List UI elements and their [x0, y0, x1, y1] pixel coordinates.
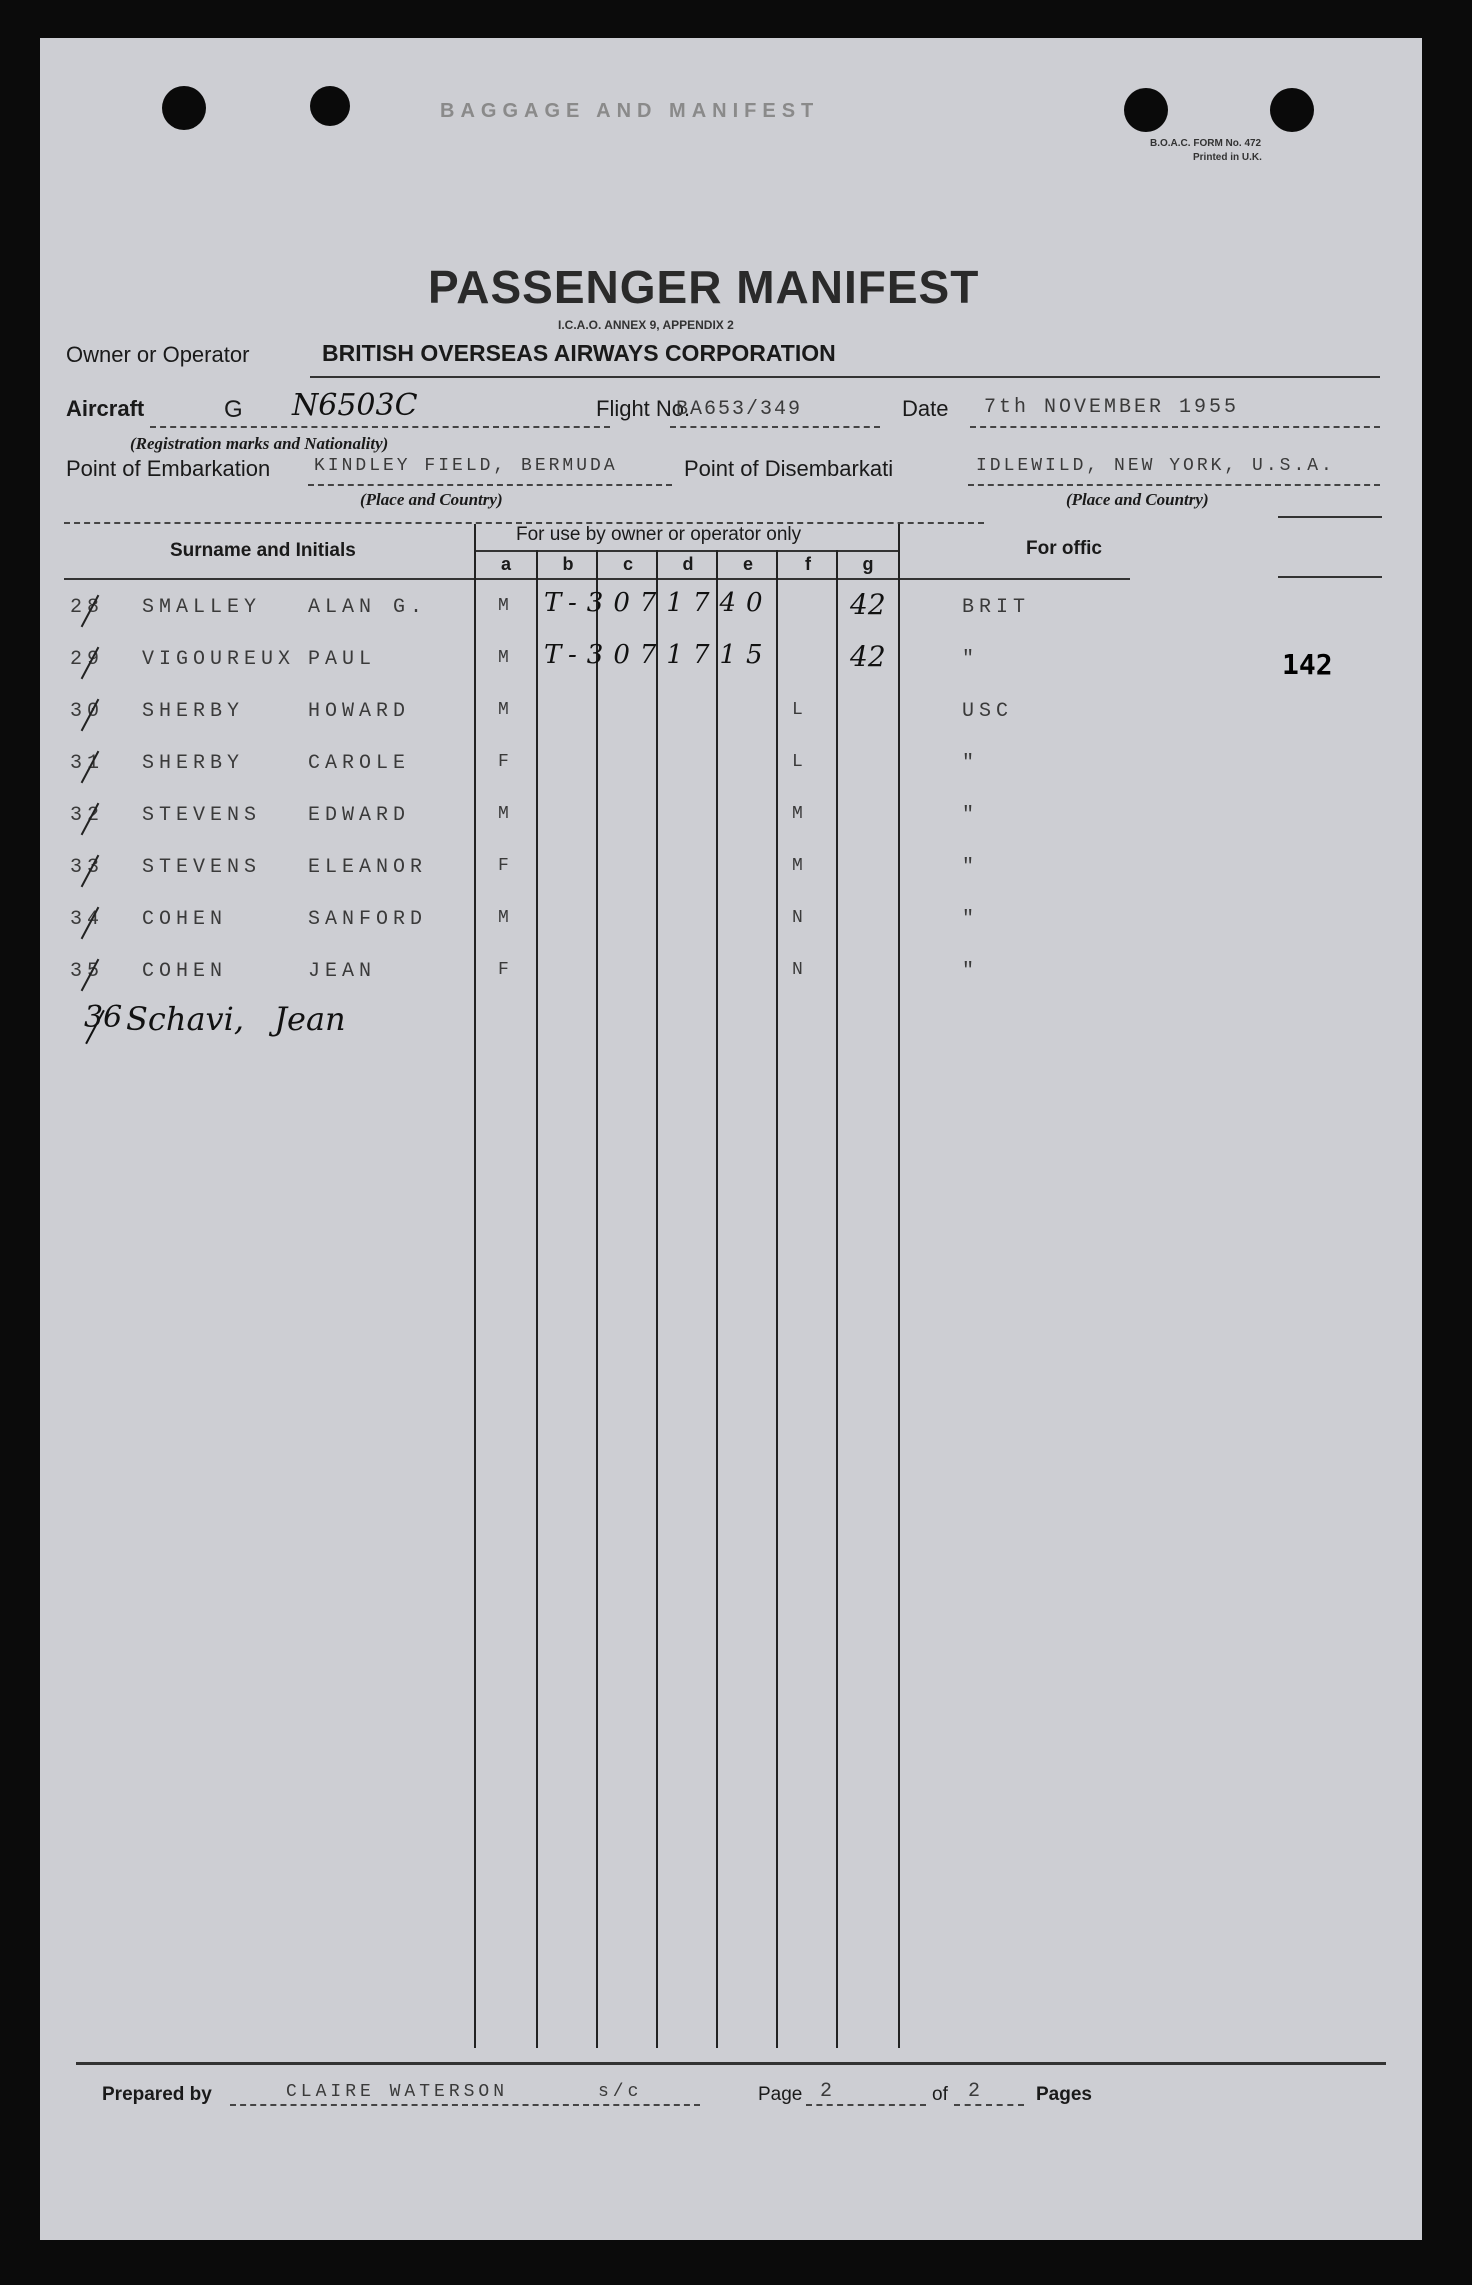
- aircraft-label: Aircraft: [66, 396, 145, 421]
- column-header-b: b: [562, 554, 574, 574]
- passenger-weight: 42: [850, 640, 886, 673]
- table-top-rule-right: [1278, 516, 1382, 518]
- row-number: 30: [70, 700, 105, 723]
- aircraft-underline: [150, 426, 610, 428]
- row-number: 29: [70, 648, 105, 671]
- disembarkation-value: IDLEWILD, NEW YORK, U.S.A.: [976, 456, 1335, 476]
- date-underline: [970, 426, 1380, 428]
- passenger-given-name: CAROLE: [308, 752, 411, 775]
- table-header-rule-right: [1278, 576, 1382, 578]
- row-number: 28: [70, 596, 105, 619]
- of-underline: [954, 2104, 1024, 2106]
- passenger-weight: 42: [850, 588, 886, 621]
- row-number: 32: [70, 804, 105, 827]
- passenger-surname: STEVENS: [142, 856, 262, 879]
- pages-label: Pages: [1036, 2084, 1092, 2105]
- table-row: [40, 638, 1422, 678]
- table-row: [40, 586, 1422, 626]
- prepared-underline: [230, 2104, 700, 2106]
- passenger-given-name: PAUL: [308, 648, 377, 671]
- of-label: of: [932, 2084, 948, 2105]
- aircraft-registration: N6503C: [292, 388, 418, 423]
- table-row: [40, 898, 1422, 938]
- faded-header: BAGGAGE AND MANIFEST: [440, 100, 820, 122]
- passenger-surname: VIGOUREUX: [142, 648, 296, 671]
- manifest-sheet: [40, 38, 1422, 2240]
- passenger-given-name: ALAN G.: [308, 596, 428, 619]
- row-number: 31: [70, 752, 105, 775]
- prepared-value: CLAIRE WATERSON: [286, 2082, 509, 2102]
- passenger-given-name: EDWARD: [308, 804, 411, 827]
- passenger-sex: F: [498, 856, 514, 876]
- date-value: 7th NOVEMBER 1955: [984, 396, 1240, 419]
- passenger-class: M: [792, 856, 808, 876]
- owner-value: BRITISH OVERSEAS AIRWAYS CORPORATION: [322, 340, 836, 366]
- passenger-given-name: JEAN: [308, 960, 377, 983]
- aircraft-hint: (Registration marks and Nationality): [130, 434, 389, 453]
- passenger-nationality: ": [962, 960, 980, 983]
- page-underline: [806, 2104, 926, 2106]
- form-number: B.O.A.C. FORM No. 472: [1150, 138, 1262, 149]
- page-title: PASSENGER MANIFEST: [428, 261, 980, 313]
- passenger-class: L: [792, 700, 808, 720]
- embarkation-hint: (Place and Country): [360, 490, 503, 509]
- passenger-sex: M: [498, 648, 514, 668]
- passenger-class: L: [792, 752, 808, 772]
- column-header-c: c: [622, 554, 633, 574]
- passenger-class: N: [792, 908, 808, 928]
- passenger-sex: M: [498, 804, 514, 824]
- disembarkation-underline: [968, 484, 1380, 486]
- passenger-ticket: T-3071740: [544, 588, 773, 618]
- passenger-ticket: T-3071715: [544, 640, 773, 670]
- passenger-surname: SMALLEY: [142, 596, 262, 619]
- passenger-nationality: ": [962, 856, 980, 879]
- row-number: 35: [70, 960, 105, 983]
- table-row: [40, 742, 1422, 782]
- passenger-nationality: ": [962, 648, 980, 671]
- surname-header: Surname and Initials: [170, 540, 356, 561]
- passenger-given-name: HOWARD: [308, 700, 411, 723]
- passenger-surname: STEVENS: [142, 804, 262, 827]
- passenger-nationality: BRIT: [962, 596, 1031, 619]
- table-row: [40, 690, 1422, 730]
- passenger-surname: COHEN: [142, 908, 228, 931]
- passenger-sex: M: [498, 596, 514, 616]
- passenger-surname: SHERBY: [142, 700, 245, 723]
- passenger-nationality: ": [962, 752, 980, 775]
- footer-rule: [76, 2062, 1386, 2065]
- office-header: For offic: [1026, 538, 1102, 559]
- passenger-nationality: USC: [962, 700, 1014, 723]
- passenger-nationality: ": [962, 908, 980, 931]
- column-header-f: f: [805, 554, 811, 574]
- passenger-sex: F: [498, 752, 514, 772]
- flight-label: Flight No.: [596, 396, 691, 421]
- punch-hole: [162, 86, 206, 130]
- passenger-sex: M: [498, 908, 514, 928]
- page-label: Page: [758, 2084, 803, 2105]
- column-header-e: e: [742, 554, 753, 574]
- side-number: 142: [1282, 648, 1333, 681]
- table-row: [40, 846, 1422, 886]
- owner-underline: [310, 376, 1380, 378]
- passenger-class: N: [792, 960, 808, 980]
- passenger-surname: SHERBY: [142, 752, 245, 775]
- passenger-given-name: ELEANOR: [308, 856, 428, 879]
- owner-label: Owner or Operator: [66, 342, 250, 367]
- punch-hole: [1270, 88, 1314, 132]
- flight-underline: [670, 426, 880, 428]
- flight-value: BA653/349: [676, 398, 803, 421]
- passenger-class: M: [792, 804, 808, 824]
- passenger-surname: COHEN: [142, 960, 228, 983]
- page-value: 2: [820, 2080, 838, 2103]
- row-number: 33: [70, 856, 105, 879]
- column-header-d: d: [682, 554, 694, 574]
- embarkation-underline: [308, 484, 672, 486]
- printed-in: Printed in U.K.: [1193, 152, 1262, 163]
- handwritten-row-number: 36: [84, 1000, 123, 1035]
- punch-hole: [310, 86, 350, 126]
- table-row: [40, 950, 1422, 990]
- passenger-nationality: ": [962, 804, 980, 827]
- owner-use-header: For use by owner or operator only: [516, 524, 802, 545]
- handwritten-passenger: Schavi, Jean: [126, 1000, 346, 1038]
- page-subtitle: I.C.A.O. ANNEX 9, APPENDIX 2: [558, 318, 734, 332]
- table-row: [40, 794, 1422, 834]
- punch-hole: [1124, 88, 1168, 132]
- prepared-suffix: s/c: [598, 2082, 643, 2102]
- of-value: 2: [968, 2080, 986, 2103]
- row-number: 34: [70, 908, 105, 931]
- passenger-given-name: SANFORD: [308, 908, 428, 931]
- disembarkation-label: Point of Disembarkati: [684, 456, 894, 481]
- passenger-sex: F: [498, 960, 514, 980]
- column-header-g: g: [862, 554, 874, 574]
- embarkation-label: Point of Embarkation: [66, 456, 271, 481]
- disembarkation-hint: (Place and Country): [1066, 490, 1209, 509]
- date-label: Date: [902, 396, 949, 421]
- column-header-a: a: [500, 554, 511, 574]
- prepared-label: Prepared by: [102, 2084, 212, 2105]
- passenger-sex: M: [498, 700, 514, 720]
- embarkation-value: KINDLEY FIELD, BERMUDA: [314, 456, 618, 476]
- aircraft-prefix: G: [224, 396, 243, 423]
